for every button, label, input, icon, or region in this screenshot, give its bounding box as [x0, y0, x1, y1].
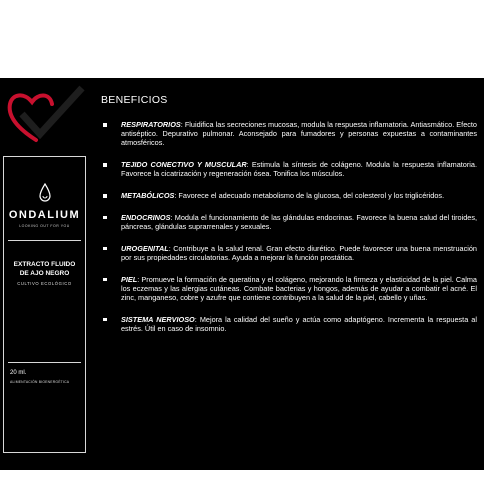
benefit-item: [97, 160, 477, 178]
product-name-line1: EXTRACTO FLUIDO: [13, 261, 76, 268]
benefit-label: RESPIRATORIOS: [121, 120, 181, 129]
benefit-text: : Modula el funcionamiento de las glándulas endocrinas. Favorece la buena salud del tiroides, páncreas, glándulas suprarrenales y sexuales.: [121, 212, 477, 231]
product-category: ALIMENTACIÓN BIOENERGÉTICA: [10, 380, 70, 384]
benefit-label: TEJIDO CONECTIVO Y MUSCULAR: [121, 160, 247, 170]
drop-logo-icon: [38, 183, 52, 203]
benefit-item: [97, 315, 477, 333]
benefit-text: : Fluidifica las secreciones mucosas, modula la respuesta inflamatoria. Antiasmático. Efecto antiséptico. Depurativo pulmonar. Aconsejado para fumadores y personas expuestas a contaminantes atmosféricos.: [121, 120, 477, 148]
benefit-label: METABÓLICOS: [121, 191, 175, 201]
benefit-item: [97, 244, 477, 262]
benefit-label: SISTEMA NERVIOSO: [121, 314, 195, 324]
product-name: [4, 260, 85, 278]
benefits-section: [97, 94, 477, 346]
product-subtitle: CULTIVO ECOLÓGICO: [17, 281, 72, 286]
benefit-item: [97, 213, 477, 231]
benefit-label: PIEL: [121, 274, 138, 284]
benefit-text: : Mejora la calidad del sueño y actúa como adaptógeno. Incrementa la respuesta al estrés. Útil en caso de insomnio.: [121, 314, 477, 333]
benefit-text: : Favorece el adecuado metabolismo de la glucosa, del colesterol y los triglicéridos.: [174, 191, 445, 201]
product-name-line2: DE AJO NEGRO: [19, 270, 70, 277]
heart-check-logo-icon: [6, 84, 88, 146]
benefit-text: : Promueve la formación de queratina y el colágeno, mejorando la firmeza y elasticidad de la piel. Calma los eczemas y las alergias cutáneas. Combate bacterias y hongos, además de ayudar a combatir el acné. El zinc, manganeso, cobre y azufre que contiene contribuyen a la salud de la piel, cabello y uñas.: [121, 274, 477, 302]
brand-tagline: LOOKING OUT FOR YOU: [19, 224, 70, 228]
product-volume: 20 ml.: [10, 370, 27, 376]
brand-name: ONDALIUM: [8, 209, 81, 221]
benefit-label: UROGENITAL: [121, 243, 169, 253]
benefit-text: : Estimula la síntesis de colágeno. Modula la respuesta inflamatoria. Favorece la cicatrización y regeneración ósea. Tonifica los músculos.: [121, 160, 477, 179]
product-bottle: [3, 156, 86, 453]
bottle-divider-bottom: [8, 362, 81, 363]
benefit-label: ENDOCRINOS: [121, 212, 171, 222]
benefits-list: [97, 120, 477, 333]
benefit-item: [97, 120, 477, 148]
bottle-divider-top: [8, 240, 81, 241]
benefit-item: [97, 275, 477, 303]
benefit-text: : Contribuye a la salud renal. Gran efecto diurético. Puede favorecer una buena menstruación por sus propiedades circulatorias. Ayuda a mejorar la función prostática.: [121, 243, 477, 262]
benefit-item: [97, 191, 477, 200]
benefits-title: BENEFICIOS: [101, 94, 168, 106]
